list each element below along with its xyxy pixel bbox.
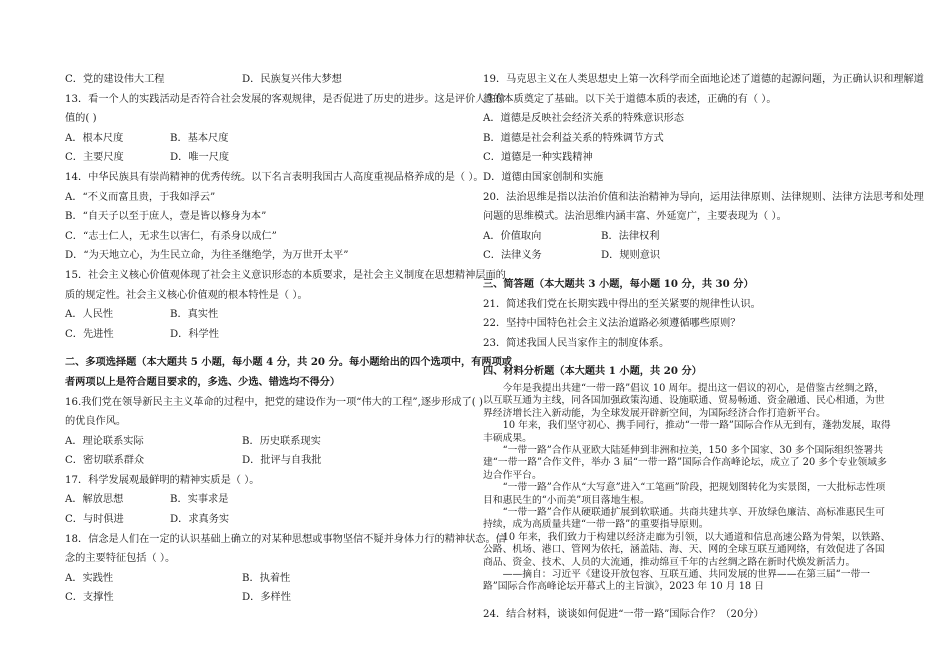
q16-stem-line1: 16.我们党在领导新民主主义革命的过程中，把党的建设作为一项“伟大的工程”,逐步形成了( ) [65, 396, 483, 408]
question-15 [65, 266, 506, 344]
q18-option-a: A．实践性 [65, 572, 114, 584]
q16-option-d: D．批评与自我批 [242, 455, 322, 467]
section-2-heading-line2: 者两项以上是符合题目要求的，多选、少选、错选均不得分） [65, 375, 341, 388]
section-4-heading: 四、材料分析题（本大题共 1 小题，共 20 分） [483, 365, 702, 378]
q20-stem-line2: 问题的思维模式。法治思维内涵丰富、外延宽广，主要表现为（ ）。 [483, 211, 787, 223]
q19-option-a: A．道德是反映社会经济关系的特殊意识形态 [483, 113, 684, 125]
q18-stem-line2: 念的主要特征包括（ ）。 [65, 553, 176, 565]
question-22: 22．坚持中国特色社会主义法治道路必须遵循哪些原则？ [483, 318, 741, 330]
q13-option-d: D．唯一尺度 [170, 152, 230, 164]
q15-stem-line2: 质的规定性。社会主义核心价值观的根本特性是（ ）。 [65, 289, 308, 301]
q12-options [65, 70, 465, 90]
q13-option-b: B．基本尺度 [170, 132, 229, 144]
q14-stem: 14．中华民族具有崇尚精神的优秀传统。以下名言表明我国古人高度重视品格养成的是（ ）。 [65, 171, 484, 183]
question-20 [483, 188, 924, 266]
question-16 [65, 393, 483, 471]
q14-option-b: B．“自天子以至于庶人，壹是皆以修身为本” [65, 211, 267, 223]
q15-option-b: B．真实性 [170, 309, 219, 321]
q20-option-d: D．规则意识 [601, 250, 661, 262]
section-2-heading [65, 353, 512, 392]
q13-stem-line1: 13．看一个人的实践活动是否符合社会发展的客观规律，是否促进了历史的进步。这是评价人生价 [65, 93, 506, 105]
q17-option-c: C．与时俱进 [65, 514, 124, 526]
q17-option-b: B．实事求是 [170, 494, 229, 506]
q14-option-a: A．“不义而富且贵，于我如浮云” [65, 191, 216, 203]
q17-option-a: A．解放思想 [65, 494, 124, 506]
material-paragraph: “一带一路”合作从硬联通扩展到软联通。共商共建共享、开放绿色廉洁、高标准惠民生可持续，成为高质量共建“一带一路”的重要指导原则。 [483, 506, 885, 531]
q20-stem-line1: 20．法治思维是指以法治价值和法治精神为导向，运用法律原则、法律规则、法律方法思考和处理 [483, 191, 924, 203]
q18-option-b: B．执着性 [242, 572, 291, 584]
q19-option-b: B．道德是社会利益关系的特殊调节方式 [483, 132, 664, 144]
q14-option-c: C．“志士仁人，无求生以害仁，有杀身以成仁” [65, 230, 277, 242]
question-14 [65, 168, 484, 266]
q20-option-c: C．法律义务 [483, 250, 542, 262]
q13-option-c: C．主要尺度 [65, 152, 124, 164]
question-24: 24．结合材料，谈谈如何促进“一带一路”国际合作？（20分） [483, 608, 764, 620]
q13-stem-line2: 值的( ) [65, 113, 97, 125]
material-source: ——摘自：习近平《建设开放包容、互联互通、共同发展的世界——在第三届“一带一路”国际合作高峰论坛开幕式上的主旨演》，2023 年 10 月 18 日 [483, 569, 871, 593]
question-17 [65, 471, 465, 530]
section-2-heading-line1: 二、多项选择题（本大题共 5 小题，每小题 4 分，共 20 分。每小题给出的四个选项中，有两项或 [65, 356, 512, 369]
q15-option-a: A．人民性 [65, 309, 114, 321]
material-paragraph: “一带一路”合作从亚欧大陆延伸到非洲和拉美，150 多个国家、30 多个国际组织签署共建“一带一路”合作文件，举办 3 届“一带一路”国际合作高峰论坛，成立了 20 多个专业领域多边合作平台。 [483, 444, 887, 481]
left-column [65, 70, 512, 608]
q15-option-c: C．先进性 [65, 328, 114, 340]
q20-option-a: A．价值取向 [483, 230, 542, 242]
question-19 [483, 70, 924, 188]
q15-option-d: D．科学性 [170, 328, 219, 340]
question-13 [65, 90, 506, 168]
q13-option-a: A．根本尺度 [65, 132, 124, 144]
q12-option-d: D．民族复兴伟大梦想 [242, 74, 342, 85]
q19-option-d: D．道德由国家创制和实施 [483, 171, 604, 183]
q16-option-b: B．历史联系现实 [242, 435, 321, 447]
q16-stem-line2: 的优良作风。 [65, 416, 127, 428]
q17-option-d: D．求真务实 [170, 514, 230, 526]
q17-stem: 17．科学发展观最鲜明的精神实质是（ ）。 [65, 474, 260, 486]
q18-option-d: D．多样性 [242, 592, 291, 604]
question-23: 23．简述我国人民当家作主的制度体系。 [483, 337, 670, 349]
q19-option-c: C．道德是一种实践精神 [483, 152, 593, 164]
q18-stem-line1: 18．信念是人们在一定的认识基础上确立的对某种思想或事物坚信不疑并身体力行的精神状态。信 [65, 533, 506, 545]
right-column [483, 70, 924, 624]
q20-option-b: B．法律权利 [601, 230, 660, 242]
material-paragraph: “一带一路”合作从“大写意”进入“工笔画”阶段，把规划图转化为实景图，一大批标志性项目和惠民生的“小而美”项目落地生根。 [483, 482, 886, 506]
material-passage [483, 383, 891, 594]
q15-stem-line1: 15．社会主义核心价值观体现了社会主义意识形态的本质要求，是社会主义制度在思想精神层面的 [65, 269, 506, 281]
question-21: 21．简述我们党在长期实践中得出的至关紧要的规律性认识。 [483, 298, 761, 310]
question-18 [65, 530, 506, 608]
q19-stem-line2: 德的本质奠定了基础。以下关于道德本质的表述，正确的有（ ）。 [483, 93, 777, 105]
section-3-heading: 三、简答题（本大题共 3 小题，每小题 10 分，共 30 分） [483, 277, 754, 290]
q16-option-c: C．密切联系群众 [65, 455, 145, 467]
q19-stem-line1: 19．马克思主义在人类思想史上第一次科学而全面地论述了道德的起源问题，为正确认识和理解道 [483, 74, 924, 85]
material-paragraph: 10 年来，我们致力于构建以经济走廊为引领，以大通道和信息高速公路为骨架，以铁路、公路、机场、港口、管网为依托，涵盖陆、海、天、网的全球互联互通网络，有效促进了各国商品、资金、技术、人员的大流通，推动绵亘千年的古丝绸之路在新时代焕发新活力。 [483, 531, 891, 568]
q18-option-c: C．支撑性 [65, 592, 114, 604]
q14-option-d: D．“为天地立心，为生民立命，为往圣继绝学，为万世开太平” [65, 250, 349, 262]
q16-option-a: A．理论联系实际 [65, 435, 144, 447]
material-paragraph: 今年是我提出共建“一带一路”倡议 10 周年。提出这一倡议的初心，是借鉴古丝绸之路，以互联互通为主线，同各国加强政策沟通、设施联通、贸易畅通、资金融通、民心相通，为世界经济增长注入新动能，为全球发展开辟新空间，为国际经济合作打造新平台。 [483, 382, 885, 419]
material-paragraph: 10 年来，我们坚守初心、携手同行，推动“一带一路”国际合作从无到有，蓬勃发展，取得丰硕成果。 [483, 420, 891, 444]
q12-option-c: C．党的建设伟大工程 [65, 74, 165, 85]
